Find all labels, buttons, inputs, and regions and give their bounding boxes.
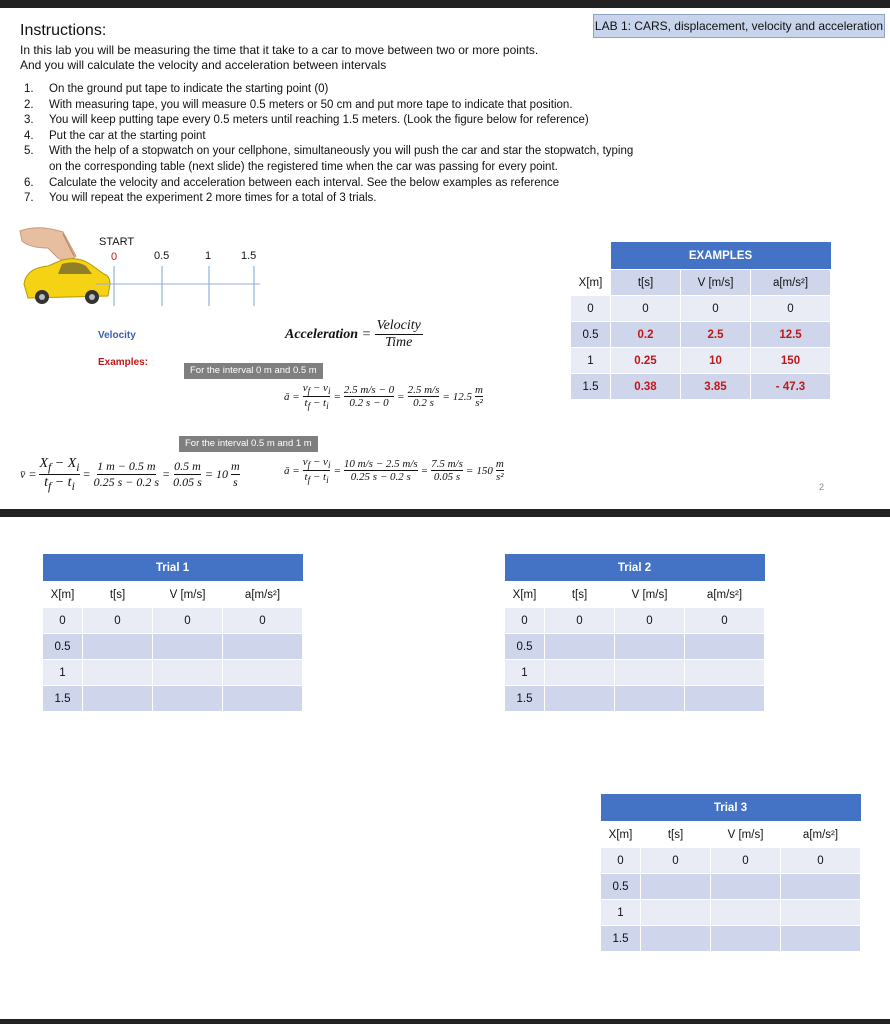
table-cell: 1 (505, 660, 545, 686)
table-cell: a[m/s²] (223, 582, 303, 608)
table-cell: 0 (571, 296, 611, 322)
velocity-equation: v̄ = $\frac{X_f - X_i}{t_f - t_i}$ = $\frac{1 m - 0.5 m}{0.25 s - 0.2 s}$ = $\frac{0.5 m}{0.05 s}$ = 10 m s (20, 456, 240, 493)
table-cell: 2.5 (681, 322, 751, 348)
table-cell[interactable] (223, 634, 303, 660)
table-cell[interactable] (641, 874, 711, 900)
table-cell: 0.25 (611, 348, 681, 374)
interval-tag-1: For the interval 0 m and 0.5 m (184, 363, 323, 379)
tick-0: 0 (111, 251, 118, 263)
car-track-figure (18, 226, 268, 316)
bottom-border (0, 1019, 890, 1024)
acceleration-equation-1: ā = $\frac{v_f - v_i}{t_f - t_i}$ = $\frac{2.5 m/s - 0}{0.2 s - 0}$ = $\frac{2.5 m/s}{0.2 s}$ = 12.5 m s² (284, 382, 483, 412)
table-row (43, 608, 303, 634)
velocity-label: Velocity (98, 330, 136, 341)
trial-title: Trial 3 (601, 794, 861, 822)
table-cell[interactable] (781, 874, 861, 900)
table-header-row (571, 270, 831, 296)
table-cell: 12.5 (751, 322, 831, 348)
trial-1-table (42, 554, 303, 712)
car-illustration (18, 226, 268, 316)
acceleration-formula: Acceleration = Velocity Time (285, 318, 421, 350)
table-cell[interactable] (83, 686, 153, 712)
table-row (505, 686, 765, 712)
table-cell: 0 (751, 296, 831, 322)
table-cell: 0.5 (601, 874, 641, 900)
step-item: 4. Put the car at the starting point (24, 129, 206, 142)
table-cell: V [m/s] (681, 270, 751, 296)
table-cell: 0.5 (571, 322, 611, 348)
table-row (571, 296, 831, 322)
table-cell[interactable] (641, 926, 711, 952)
table-cell[interactable] (545, 686, 615, 712)
table-cell[interactable] (223, 686, 303, 712)
table-row (571, 374, 831, 400)
table-row (505, 634, 765, 660)
table-cell: t[s] (611, 270, 681, 296)
table-cell[interactable] (641, 900, 711, 926)
table-cell: 150 (751, 348, 831, 374)
tick-1: 1 (205, 250, 212, 262)
intro-line-2: And you will calculate the velocity and acceleration between intervals (20, 58, 387, 72)
table-cell: 0.5 (505, 634, 545, 660)
start-label: START (99, 236, 135, 248)
table-cell[interactable] (685, 686, 765, 712)
table-cell: 0 (153, 608, 223, 634)
table-cell: a[m/s²] (781, 822, 861, 848)
table-cell: 0.38 (611, 374, 681, 400)
trial-title: Trial 2 (505, 554, 765, 582)
table-cell: X[m] (43, 582, 83, 608)
table-cell[interactable] (153, 686, 223, 712)
instructions-heading: Instructions: (20, 22, 107, 39)
table-cell[interactable] (615, 660, 685, 686)
table-cell: 0 (545, 608, 615, 634)
table-cell[interactable] (711, 900, 781, 926)
table-cell[interactable] (685, 634, 765, 660)
step-item: 1. On the ground put tape to indicate the starting point (0) (24, 83, 329, 95)
table-header-row (505, 582, 765, 608)
page-number: 2 (818, 482, 824, 492)
lab-title: LAB 1: CARS, displacement, velocity and acceleration (593, 14, 885, 38)
slide-separator (0, 509, 890, 517)
table-cell: V [m/s] (615, 582, 685, 608)
table-cell[interactable] (545, 634, 615, 660)
examples-label: Examples: (98, 357, 149, 368)
table-row (601, 874, 861, 900)
table-cell: 0.2 (611, 322, 681, 348)
table-cell: 1 (43, 660, 83, 686)
table-cell[interactable] (615, 686, 685, 712)
table-cell[interactable] (781, 926, 861, 952)
top-border (0, 0, 890, 8)
table-cell: 10 (681, 348, 751, 374)
table-cell: 0 (83, 608, 153, 634)
table-cell: 0.5 (43, 634, 83, 660)
table-cell: 3.85 (681, 374, 751, 400)
table-row (43, 686, 303, 712)
table-cell[interactable] (223, 660, 303, 686)
table-cell: 0 (601, 848, 641, 874)
interval-tag-2: For the interval 0.5 m and 1 m (179, 436, 318, 452)
table-row (43, 634, 303, 660)
step-item: 2. With measuring tape, you will measure 0.5 meters or 50 cm and put more tape to indicate that position. (24, 98, 573, 111)
table-cell: 1.5 (601, 926, 641, 952)
table-cell: a[m/s²] (685, 582, 765, 608)
trial-2-table (504, 554, 765, 712)
table-cell: 1.5 (505, 686, 545, 712)
trial-title: Trial 1 (43, 554, 303, 582)
table-cell: 0 (505, 608, 545, 634)
examples-table (570, 242, 831, 400)
table-cell: 0 (615, 608, 685, 634)
table-cell: X[m] (505, 582, 545, 608)
tick-1-5: 1.5 (241, 250, 257, 262)
table-row (43, 660, 303, 686)
table-cell: 0 (43, 608, 83, 634)
table-cell: 0 (685, 608, 765, 634)
table-cell: V [m/s] (711, 822, 781, 848)
table-cell[interactable] (781, 900, 861, 926)
table-cell[interactable] (711, 874, 781, 900)
table-cell: 0 (681, 296, 751, 322)
table-cell: 1.5 (571, 374, 611, 400)
table-cell: t[s] (545, 582, 615, 608)
table-row (505, 660, 765, 686)
table-cell[interactable] (545, 660, 615, 686)
acceleration-equation-2: ā = $\frac{v_f - v_i}{t_f - t_i}$ = $\frac{10 m/s - 2.5 m/s}{0.25 s - 0.2 s}$ = $\frac{7.5 m/s}{0.05 s}$ = 150 m s² (284, 456, 504, 486)
table-cell: 0 (781, 848, 861, 874)
table-cell: - 47.3 (751, 374, 831, 400)
table-cell: t[s] (641, 822, 711, 848)
examples-title: EXAMPLES (611, 242, 831, 270)
table-cell[interactable] (83, 634, 153, 660)
trial-3-table (600, 794, 861, 952)
step-item: 5. With the help of a stopwatch on your cellphone, simultaneously you will push the car and star the stopwatch, typing on the corresponding table (next slide) the registered time when the car was passing for every point. (24, 145, 634, 173)
table-cell[interactable] (153, 634, 223, 660)
table-row (601, 900, 861, 926)
table-header-row (601, 822, 861, 848)
table-cell: 0 (641, 848, 711, 874)
step-item: 3. You will keep putting tape every 0.5 meters until reaching 1.5 meters. (Look the figure below for reference) (24, 114, 589, 127)
table-cell: X[m] (571, 270, 611, 296)
table-row (601, 926, 861, 952)
table-cell[interactable] (685, 660, 765, 686)
table-cell: X[m] (601, 822, 641, 848)
table-row (571, 348, 831, 374)
table-cell: 1 (601, 900, 641, 926)
step-item: 6. Calculate the velocity and acceleration between each interval. See the below examples as reference (24, 176, 560, 189)
table-cell: 0 (611, 296, 681, 322)
intro-line-1: In this lab you will be measuring the time that it take to a car to move between two or more points. (20, 43, 539, 57)
table-row (571, 322, 831, 348)
table-cell[interactable] (153, 660, 223, 686)
table-row (505, 608, 765, 634)
table-cell[interactable] (83, 660, 153, 686)
table-cell: t[s] (83, 582, 153, 608)
table-cell: 1.5 (43, 686, 83, 712)
table-cell: 1 (571, 348, 611, 374)
table-cell: 0 (223, 608, 303, 634)
tick-0-5: 0.5 (154, 250, 170, 262)
steps-list (22, 82, 642, 207)
table-cell: V [m/s] (153, 582, 223, 608)
step-item: 7. You will repeat the experiment 2 more times for a total of 3 trials. (24, 192, 377, 205)
table-header-row (43, 582, 303, 608)
table-row (601, 848, 861, 874)
table-cell[interactable] (615, 634, 685, 660)
table-cell: a[m/s²] (751, 270, 831, 296)
table-cell[interactable] (711, 926, 781, 952)
table-cell: 0 (711, 848, 781, 874)
